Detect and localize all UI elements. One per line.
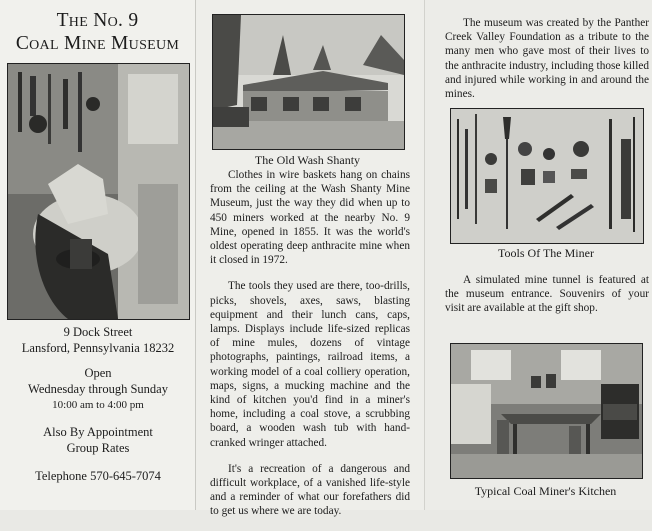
open-hours: 10:00 am to 4:00 pm <box>52 399 144 411</box>
tunnel-text <box>445 273 649 328</box>
title-line-2: Coal Mine Museum <box>15 33 180 54</box>
mule-exhibit-photo <box>7 63 190 320</box>
history-para-2: The tools they used are there, too-drills, picks, shovels, axes, saws, blasting equipment and their lunch cans, caps, lamps. Displays include life-sized replicas of mine mules, dozens of vintage photographs, paintings, railroad items, a working model of a coal colliery operation, maps, signs, a mucking machine and the kind of kitchen you'd find in a miner's home, including a coal stove, a scrubbing board, a wooden wash tub with hand-cranked wringer attached. <box>210 280 410 449</box>
exhibits-panel <box>424 0 652 510</box>
open-label: Open <box>84 366 112 380</box>
appointment-block <box>0 424 196 456</box>
tools-photo <box>450 108 644 244</box>
cover-panel <box>0 0 196 510</box>
group-rates-text: Group Rates <box>66 441 130 455</box>
kitchen-photo <box>450 343 643 479</box>
telephone-text: Telephone 570-645-7074 <box>35 469 161 483</box>
history-para-3: It's a recreation of a dangerous and difficult workplace, of a vanished life-style and a reminder of what our forefathers did to get us where we are today. <box>210 462 410 518</box>
city-state-zip: Lansford, Pennsylvania 18232 <box>21 341 175 355</box>
wash-shanty-photo <box>212 14 405 150</box>
street-address: 9 Dock Street <box>63 325 133 339</box>
kitchen-caption: Typical Coal Miner's Kitchen <box>474 484 617 498</box>
tools-caption: Tools Of The Miner <box>498 246 594 260</box>
open-days: Wednesday through Sunday <box>28 382 168 396</box>
tunnel-para: A simulated mine tunnel is featured at the museum entrance. Souvenirs of your visit are available at the gift shop. <box>445 274 649 315</box>
intro-text <box>445 16 649 113</box>
wash-shanty-caption: The Old Wash Shanty <box>254 153 361 167</box>
museum-title <box>0 9 195 55</box>
title-line-1: The No. 9 <box>56 10 139 31</box>
history-text <box>210 168 410 531</box>
history-panel <box>196 0 424 518</box>
appointment-text: Also By Appointment <box>43 425 153 439</box>
hours-block <box>0 365 196 413</box>
intro-para: The museum was created by the Panther Creek Valley Foundation as a tribute to the many men who gave most of their lives to the anthracite industry, including those killed and injured while working in and around the mines. <box>445 17 649 101</box>
history-para-1: Clothes in wire baskets hang on chains from the ceiling at the Wash Shanty Mine Museum, just the way they did when up to 450 miners worked at the nearby No. 9 Mine, opened in 1855. It was the world's oldest operating deep anthracite mine when it closed in 1972. <box>210 169 410 267</box>
address-block <box>0 324 196 356</box>
